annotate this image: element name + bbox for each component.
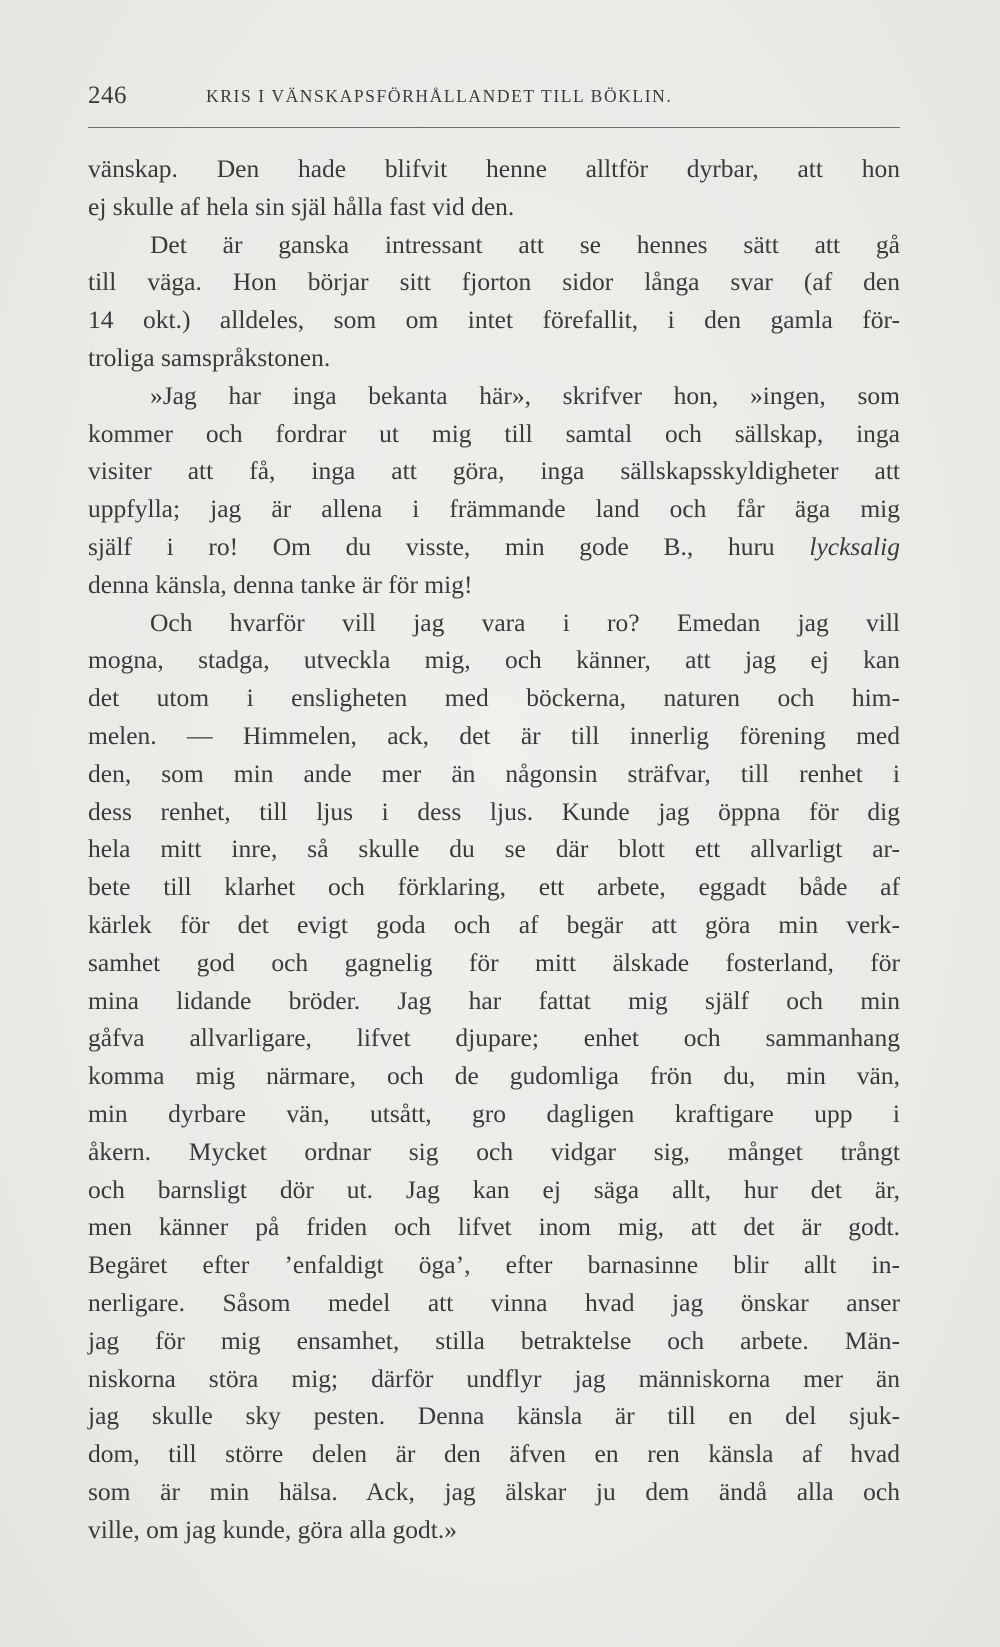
italic-emphasis: lycksalig <box>809 531 900 561</box>
running-title: KRIS I VÄNSKAPSFÖRHÅLLANDET TILL BÖKLIN. <box>206 86 673 106</box>
text-line: kommer och fordrar ut mig till samtal och sällskap, inga <box>88 418 900 448</box>
text-line: och barnsligt dör ut. Jag kan ej säga allt, hur det är, <box>88 1174 900 1204</box>
body-text <box>88 150 900 1548</box>
text-line: jag för mig ensamhet, stilla betraktelse och arbete. Män- <box>88 1325 900 1355</box>
text-line: dess renhet, till ljus i dess ljus. Kunde jag öppna för dig <box>88 796 900 826</box>
text-line: komma mig närmare, och de gudomliga frön du, min vän, <box>88 1061 900 1091</box>
text-line: samhet god och gagnelig för mitt älskade fosterland, för <box>88 947 900 977</box>
text-line: Det är ganska intressant att se hennes sätt att gå <box>150 229 900 259</box>
text-line: det utom i ensligheten med böckerna, naturen och him- <box>88 683 900 713</box>
text-line: men känner på friden och lifvet inom mig, att det är godt. <box>88 1212 900 1242</box>
text-line: den, som min ande mer än någonsin sträfvar, till renhet i <box>88 758 900 788</box>
text-line: vänskap. Den hade blifvit henne alltför dyrbar, att hon <box>88 154 900 183</box>
text-line: mogna, stadga, utveckla mig, och känner, att jag ej kan <box>88 645 900 675</box>
text-line: gåfva allvarligare, lifvet djupare; enhet och sammanhang <box>88 1023 900 1053</box>
running-head <box>88 82 898 112</box>
text-line: Och hvarför vill jag vara i ro? Emedan jag vill <box>150 607 900 637</box>
text-line: till väga. Hon börjar sitt fjorton sidor långa svar (af den <box>88 267 900 297</box>
text-line: nerligare. Såsom medel att vinna hvad jag önskar anser <box>88 1287 900 1317</box>
text-line: ej skulle af hela sin själ hålla fast vid den. <box>88 191 515 221</box>
text-line: bete till klarhet och förklaring, ett arbete, eggadt både af <box>88 872 900 902</box>
text-segment: själf i ro! Om du visste, min gode B., huru <box>88 531 810 561</box>
text-line: jag skulle sky pesten. Denna känsla är till en del sjuk- <box>88 1401 900 1431</box>
text-line: »Jag har inga bekanta här», skrifver hon, »ingen, som <box>150 380 900 410</box>
text-line: troliga samspråkstonen. <box>88 342 331 372</box>
text-line: åkern. Mycket ordnar sig och vidgar sig, månget trångt <box>88 1136 900 1166</box>
text-line: Begäret efter ’enfaldigt öga’, efter barnasinne blir allt in- <box>88 1250 900 1280</box>
text-line: niskorna störa mig; därför undflyr jag människorna mer än <box>88 1363 900 1393</box>
text-line: 14 okt.) alldeles, som om intet förefallit, i den gamla för- <box>88 305 900 335</box>
text-line: hela mitt inre, så skulle du se där blott ett allvarligt ar- <box>88 834 900 864</box>
page-number: 246 <box>88 82 127 109</box>
text-line: mina lidande bröder. Jag har fattat mig själf och min <box>88 985 900 1015</box>
header-rule <box>88 127 900 128</box>
text-line: kärlek för det evigt goda och af begär att göra min verk- <box>88 909 900 939</box>
text-line: som är min hälsa. Ack, jag älskar ju dem ändå alla och <box>88 1476 900 1506</box>
text-line: visiter att få, inga att göra, inga sällskapsskyldigheter att <box>88 456 900 486</box>
text-line: min dyrbare vän, utsått, gro dagligen kraftigare upp i <box>88 1098 900 1128</box>
text-line: melen. — Himmelen, ack, det är till innerlig förening med <box>88 720 900 750</box>
text-line: dom, till större delen är den äfven en ren känsla af hvad <box>88 1439 900 1469</box>
text-line: ville, om jag kunde, göra alla godt.» <box>88 1514 457 1544</box>
text-line: uppfylla; jag är allena i främmande land och får äga mig <box>88 494 900 524</box>
text-line: denna känsla, denna tanke är för mig! <box>88 569 473 599</box>
text-line <box>88 528 900 566</box>
